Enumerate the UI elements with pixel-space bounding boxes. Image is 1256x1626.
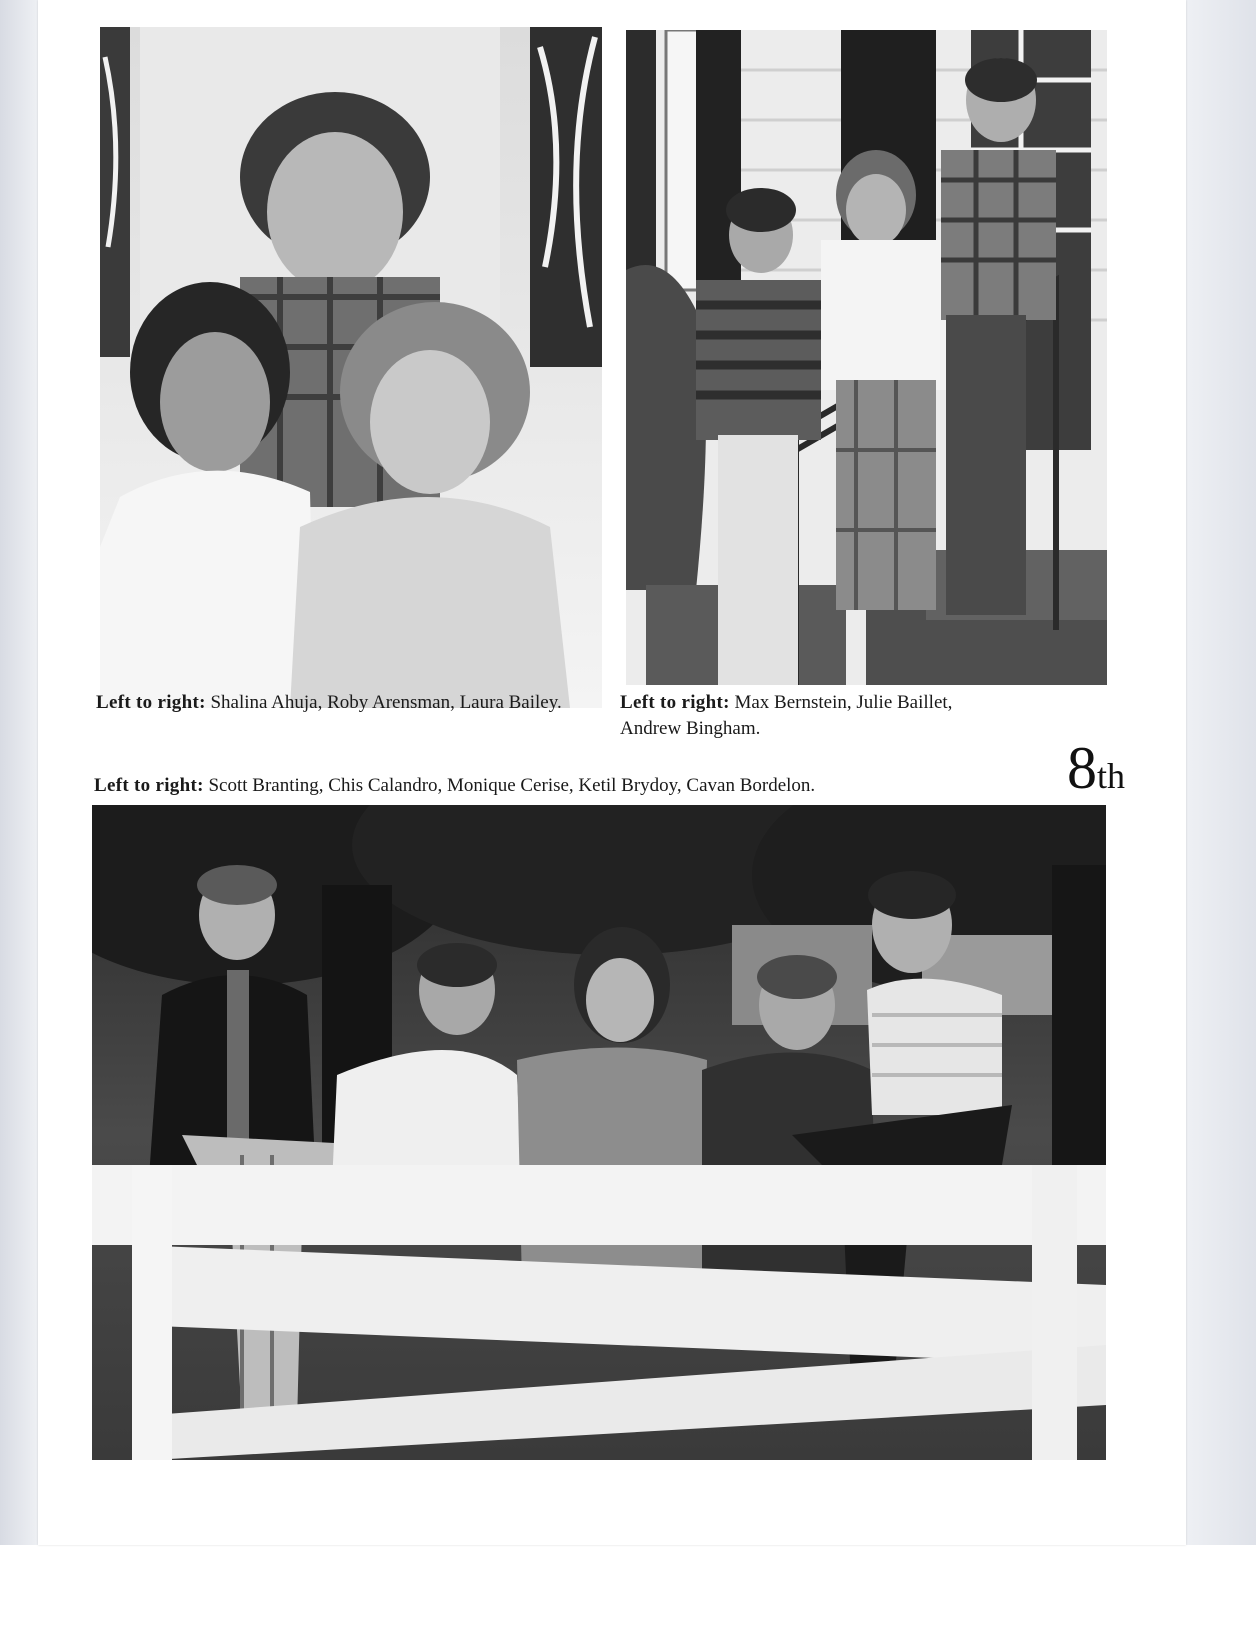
grade-suffix: th [1097, 756, 1126, 796]
photo-top-left [100, 27, 602, 708]
caption-names-line1: Max Bernstein, Julie Baillet, [729, 692, 953, 713]
caption-names: Shalina Ahuja, Roby Arensman, Laura Bailey. [205, 692, 562, 713]
caption-bottom [94, 773, 1054, 799]
scan-margin-bottom [0, 1545, 1256, 1626]
grade-number: 8 [1067, 735, 1097, 801]
scan-edge-right [1186, 0, 1256, 1626]
caption-top-left [96, 690, 596, 716]
caption-top-right [620, 690, 1020, 742]
caption-names: Scott Branting, Chis Calandro, Monique Cerise, Ketil Brydoy, Cavan Bordelon. [203, 775, 816, 796]
caption-lead: Left to right: [620, 692, 730, 713]
scan-edge-left [0, 0, 38, 1626]
caption-names-line2: Andrew Bingham. [620, 718, 761, 739]
caption-lead: Left to right: [94, 775, 204, 796]
photo-bottom [92, 805, 1106, 1460]
caption-lead: Left to right: [96, 692, 206, 713]
grade-label [1067, 735, 1126, 801]
photo-top-right [626, 30, 1107, 685]
